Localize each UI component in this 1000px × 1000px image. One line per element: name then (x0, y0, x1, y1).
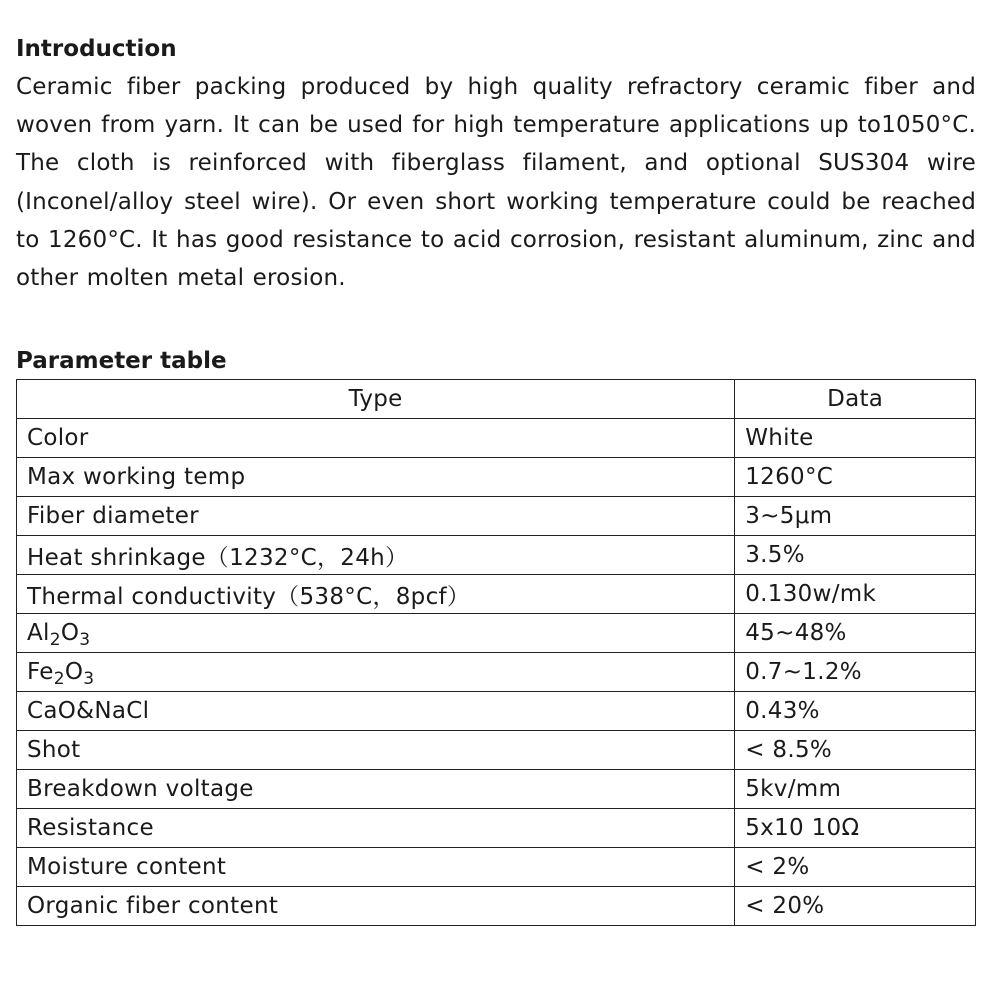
row-data-cell: 5x10 10Ω (735, 809, 976, 848)
table-row (17, 809, 976, 848)
parameter-table (16, 379, 976, 926)
row-data-cell: 0.7~1.2% (735, 653, 976, 692)
table-row (17, 497, 976, 536)
table-row (17, 653, 976, 692)
row-data-cell: 5kv/mm (735, 770, 976, 809)
introduction-paragraph: Ceramic fiber packing produced by high quality refractory ceramic fiber and woven from yarn. It can be used for high temperature applications up to1050°C. The cloth is reinforced with fiberglass filament, and optional SUS304 wire (Inconel/alloy steel wire). Or even short working temperature could be reached to 1260°C. It has good resistance to acid corrosion, resistant aluminum, zinc and other molten metal erosion. (16, 74, 976, 292)
table-header-row (17, 380, 976, 419)
parameter-table-heading: Parameter table (16, 348, 227, 375)
row-data-cell: 3~5μm (735, 497, 976, 536)
table-row (17, 536, 976, 575)
document-page (16, 30, 976, 926)
formula-subscript: 2 (53, 669, 65, 690)
formula-subscript: 2 (49, 630, 61, 651)
row-data-cell: 0.43% (735, 692, 976, 731)
row-data-cell: < 8.5% (735, 731, 976, 770)
formula-element: Fe (27, 659, 54, 686)
row-type-cell: Fiber diameter (17, 497, 735, 536)
row-data-cell: 0.130w/mk (735, 575, 976, 614)
row-type-cell: Color (17, 419, 735, 458)
row-type-cell (17, 653, 735, 692)
row-data-cell: 45~48% (735, 614, 976, 653)
table-row (17, 770, 976, 809)
row-type-cell: Heat shrinkage（1232°C，24h） (17, 536, 735, 575)
row-type-cell: Moisture content (17, 848, 735, 887)
table-row (17, 887, 976, 926)
row-data-cell: White (735, 419, 976, 458)
row-type-cell: Max working temp (17, 458, 735, 497)
introduction-heading: Introduction (16, 36, 177, 62)
column-header-data: Data (735, 380, 976, 419)
formula-element: O (60, 620, 80, 647)
table-row (17, 614, 976, 653)
table-row (17, 848, 976, 887)
row-type-cell (17, 614, 735, 653)
row-type-cell: Organic fiber content (17, 887, 735, 926)
table-row (17, 458, 976, 497)
table-row (17, 731, 976, 770)
row-type-cell: Breakdown voltage (17, 770, 735, 809)
row-type-cell: Shot (17, 731, 735, 770)
table-row (17, 575, 976, 614)
row-type-cell: Resistance (17, 809, 735, 848)
column-header-type: Type (17, 380, 735, 419)
row-data-cell: < 2% (735, 848, 976, 887)
table-row (17, 419, 976, 458)
table-row (17, 692, 976, 731)
formula-element: O (64, 659, 84, 686)
formula-subscript: 3 (83, 669, 95, 690)
formula-element: Al (27, 620, 50, 647)
row-type-cell: Thermal conductivity（538°C，8pcf） (17, 575, 735, 614)
formula-subscript: 3 (79, 630, 91, 651)
row-data-cell: 1260°C (735, 458, 976, 497)
row-data-cell: 3.5% (735, 536, 976, 575)
row-data-cell: < 20% (735, 887, 976, 926)
row-type-cell: CaO&NaCl (17, 692, 735, 731)
